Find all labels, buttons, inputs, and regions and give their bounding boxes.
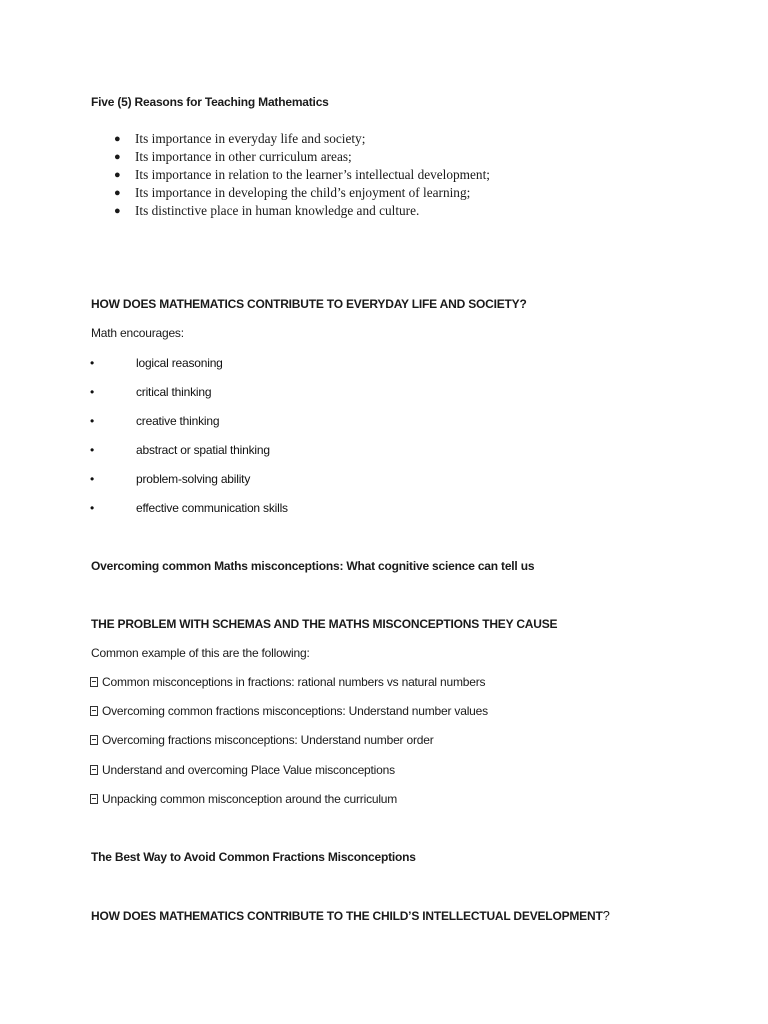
list-item: • problem-solving ability (90, 472, 251, 486)
encourages-list (90, 355, 490, 525)
everyday-intro: Math encourages: (91, 326, 184, 340)
reasons-list: ● Its importance in everyday life and society; ● Its importance in other curriculum areas; ● Its importance in relation to the learner’s intellectual development; ● Its importance in developing the child’s enjoyment of learning; ● Its distinctive place in human knowledge and culture. (114, 131, 490, 218)
best-way-heading: The Best Way to Avoid Common Fractions Misconceptions (91, 850, 416, 864)
misconceptions-heading: Overcoming common Maths misconceptions: What cognitive science can tell us (91, 559, 535, 573)
list-item: • creative thinking (90, 414, 220, 428)
everyday-heading: HOW DOES MATHEMATICS CONTRIBUTE TO EVERYDAY LIFE AND SOCIETY? (91, 297, 527, 311)
bullet-icon: ● (114, 151, 121, 163)
bullet-icon: • (90, 472, 95, 486)
schemas-intro: Common example of this are the following: (91, 646, 310, 660)
list-item: • critical thinking (90, 385, 212, 399)
bullet-icon: • (90, 443, 95, 457)
list-item: • effective communication skills (90, 501, 288, 515)
schemas-heading: THE PROBLEM WITH SCHEMAS AND THE MATHS MISCONCEPTIONS THEY CAUSE (91, 617, 558, 631)
list-item: Overcoming common fractions misconceptions: Understand number values (90, 704, 488, 718)
missing-glyph-icon (90, 706, 98, 716)
list-item: Understand and overcoming Place Value misconceptions (90, 763, 395, 777)
bullet-icon: • (90, 356, 95, 370)
intellectual-heading-line (91, 907, 610, 925)
missing-glyph-icon (90, 765, 98, 775)
missing-glyph-icon (90, 677, 98, 687)
list-item: Overcoming fractions misconceptions: Understand number order (90, 733, 434, 747)
question-mark: ? (602, 908, 610, 923)
list-item: Common misconceptions in fractions: rational numbers vs natural numbers (90, 675, 485, 689)
examples-list (90, 675, 610, 810)
bullet-icon: ● (114, 133, 121, 145)
missing-glyph-icon (90, 735, 98, 745)
intellectual-heading: HOW DOES MATHEMATICS CONTRIBUTE TO THE CHILD’S INTELLECTUAL DEVELOPMENT (91, 909, 603, 923)
bullet-icon: ● (114, 187, 121, 199)
list-item: • abstract or spatial thinking (90, 443, 270, 457)
reasons-heading: Five (5) Reasons for Teaching Mathematics (91, 95, 329, 109)
bullet-icon: • (90, 385, 95, 399)
list-item: Unpacking common misconception around the curriculum (90, 792, 397, 806)
missing-glyph-icon (90, 794, 98, 804)
bullet-icon: • (90, 414, 95, 428)
list-item: • logical reasoning (90, 356, 223, 370)
bullet-icon: ● (114, 205, 121, 217)
bullet-icon: • (90, 501, 95, 515)
bullet-icon: ● (114, 169, 121, 181)
